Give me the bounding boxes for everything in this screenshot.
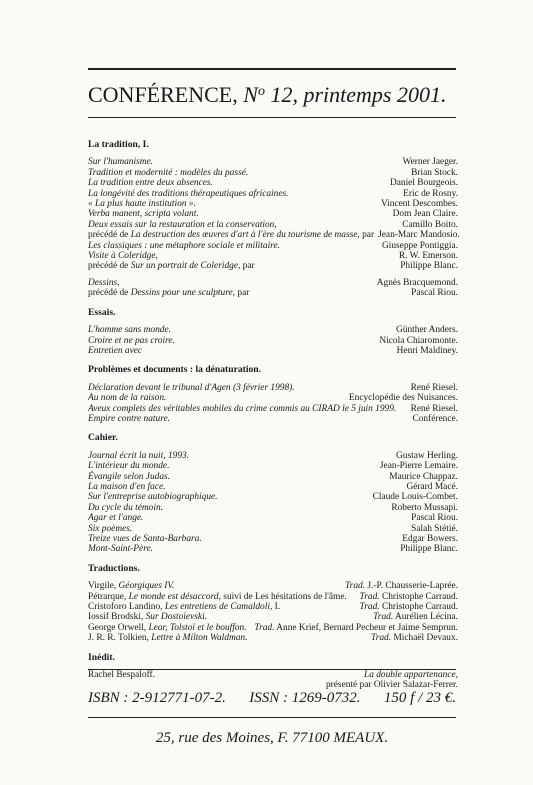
entry-author bbox=[374, 230, 460, 240]
toc-entry bbox=[88, 670, 458, 680]
author-author: Jean-Pierre Lemaire. bbox=[379, 461, 458, 472]
author-author: Brian Stock. bbox=[411, 167, 458, 178]
entry-author bbox=[407, 168, 458, 178]
entry-it: « La plus haute institution ». bbox=[88, 199, 196, 210]
footer-rule-top bbox=[88, 669, 456, 670]
entry-it: Deux essais sur la restauration et la conservation, bbox=[88, 219, 277, 230]
section-title: Problèmes et documents : la dénaturation. bbox=[88, 364, 262, 376]
entry-title bbox=[88, 592, 347, 602]
entry-title bbox=[88, 346, 142, 356]
toc-entry bbox=[88, 492, 458, 502]
entry-pre: précédé de bbox=[88, 261, 131, 272]
toc-entry bbox=[88, 278, 458, 288]
entry-it: Dessins pour une sculpture, bbox=[130, 288, 236, 299]
author-author: Christophe Carraud. bbox=[379, 602, 458, 613]
entry-title bbox=[88, 414, 170, 424]
entry-author bbox=[387, 503, 458, 513]
entry-author bbox=[360, 670, 458, 680]
entry-post: I. bbox=[272, 602, 281, 613]
entry-it: Les classiques : une métaphore sociale et militaire. bbox=[88, 240, 280, 251]
author-author: Claude Louis-Combet. bbox=[372, 492, 458, 503]
author-author: Conférence. bbox=[412, 413, 458, 424]
author-trad: Trad. bbox=[254, 622, 275, 633]
toc-entry bbox=[88, 451, 458, 461]
entry-title bbox=[88, 670, 155, 680]
entry-title bbox=[88, 524, 132, 534]
author-author: Encyclopédie des Nuisances. bbox=[348, 393, 458, 404]
toc-entry bbox=[88, 633, 458, 643]
journal-name: CONFÉRENCE, bbox=[88, 82, 238, 107]
toc-entry bbox=[88, 199, 458, 209]
toc-entry bbox=[88, 534, 458, 544]
toc-entry bbox=[88, 581, 458, 591]
entry-title bbox=[88, 241, 280, 251]
author-author: Philippe Blanc. bbox=[400, 544, 458, 555]
entry-author bbox=[356, 602, 458, 612]
author-author: Agnès Bracquemond. bbox=[376, 277, 458, 288]
author-author: J.-P. Chausserie-Laprée. bbox=[365, 581, 458, 592]
entry-it: Sur un portrait de Coleridge, bbox=[130, 261, 241, 272]
author-trad: Trad. bbox=[359, 602, 380, 613]
entry-pre: Rachel Bespaloff. bbox=[88, 670, 155, 681]
author-author: Anne Krief, Bernard Pecheur et Jaime Semprun. bbox=[274, 622, 458, 633]
entry-title bbox=[88, 157, 153, 167]
entry-it: Lear, Tolstoï et le bouffon. bbox=[148, 622, 247, 633]
entry-author bbox=[389, 209, 458, 219]
section-title: Essais. bbox=[88, 306, 116, 318]
issn: ISSN : 1269-0732. bbox=[249, 690, 361, 706]
toc-entry bbox=[88, 482, 458, 492]
entry-title bbox=[88, 612, 207, 622]
entry-title bbox=[88, 534, 202, 544]
entry-it: Du cycle du témoin. bbox=[88, 502, 163, 513]
isbn: ISBN : 2-912771-07-2. bbox=[88, 690, 226, 706]
toc-entry bbox=[88, 503, 458, 513]
toc-entry bbox=[88, 288, 458, 298]
entry-pre: Iossif Brodski, bbox=[88, 612, 146, 623]
author-author-it: La double appartenance, bbox=[364, 670, 458, 681]
author-author: présenté par Olivier Salazar-Ferrer. bbox=[325, 680, 458, 691]
entry-title bbox=[88, 581, 174, 591]
author-author: Henri Maldiney. bbox=[396, 345, 458, 356]
author-trad: Trad. bbox=[373, 612, 394, 623]
entry-it: Tradition et modernité : modèles du passé. bbox=[88, 167, 249, 178]
entry-pre: Cristoforo Landino, bbox=[88, 602, 165, 613]
entry-title bbox=[88, 278, 120, 288]
entry-it: La tradition entre deux absences. bbox=[88, 178, 213, 189]
entry-it: L'homme sans monde. bbox=[88, 325, 171, 336]
entry-author bbox=[369, 612, 458, 622]
entry-it: Évangile selon Judas. bbox=[88, 471, 171, 482]
section-title: Traductions. bbox=[88, 562, 140, 574]
entry-title bbox=[88, 633, 247, 643]
entry-it: Empire contre nature. bbox=[88, 413, 171, 424]
top-rule bbox=[88, 68, 456, 70]
entry-post: suivi de Les hésitations de l'âme. bbox=[220, 591, 347, 602]
entry-author bbox=[376, 461, 458, 471]
entry-pre: Virgile, bbox=[88, 581, 119, 592]
author-author: Camillo Boito. bbox=[402, 219, 458, 230]
toc-entry bbox=[88, 513, 458, 523]
author-author: Christophe Carraud. bbox=[379, 591, 458, 602]
entry-author bbox=[402, 482, 458, 492]
entry-author bbox=[407, 404, 458, 414]
entry-title bbox=[88, 251, 158, 261]
entry-pre: précédé de bbox=[88, 288, 131, 299]
author-author: Günther Anders. bbox=[396, 325, 458, 336]
author-author: Pascal Riou. bbox=[411, 513, 458, 524]
section-title: Cahier. bbox=[88, 432, 118, 444]
entry-title bbox=[88, 472, 170, 482]
entry-post: par bbox=[240, 261, 255, 272]
entry-author bbox=[407, 524, 458, 534]
entry-author bbox=[398, 220, 458, 230]
entry-it: Journal écrit la nuit, 1993. bbox=[88, 450, 190, 461]
entry-it: Treize vues de Santa-Barbara. bbox=[88, 534, 202, 544]
entry-author bbox=[377, 199, 458, 209]
entry-title bbox=[88, 336, 175, 346]
entry-author bbox=[356, 592, 458, 602]
toc-entry bbox=[88, 168, 458, 178]
entry-title bbox=[88, 544, 153, 554]
toc-entry bbox=[88, 592, 458, 602]
author-author: Pascal Riou. bbox=[411, 288, 458, 299]
entry-author bbox=[341, 581, 458, 591]
entry-title bbox=[88, 230, 374, 240]
entry-post: par bbox=[235, 288, 250, 299]
author-author: Giuseppe Pontiggia. bbox=[381, 240, 458, 251]
entry-author bbox=[385, 472, 458, 482]
author-author: René Riesel. bbox=[410, 403, 458, 414]
entry-title bbox=[88, 220, 277, 230]
author-author: René Riesel. bbox=[410, 382, 458, 393]
publisher-address: 25, rue des Moines, F. 77100 MEAUX. bbox=[155, 730, 389, 746]
entry-title bbox=[88, 199, 196, 209]
entry-author bbox=[399, 157, 458, 167]
entry-it: Au nom de la raison. bbox=[88, 393, 167, 404]
section-title: Inédit. bbox=[88, 651, 115, 663]
entry-it: Croire et ne pas croire. bbox=[88, 335, 175, 346]
entry-post: par bbox=[359, 230, 375, 241]
toc-entry bbox=[88, 544, 458, 554]
footer-identifiers bbox=[88, 689, 456, 707]
entry-it: Déclaration devant le tribunal d'Agen (3 février 1998). bbox=[88, 382, 295, 393]
entry-author bbox=[399, 189, 458, 199]
entry-author bbox=[407, 288, 458, 298]
toc-entry bbox=[88, 393, 458, 403]
author-author: Philippe Blanc. bbox=[400, 261, 458, 272]
entry-author bbox=[392, 451, 458, 461]
author-author: Gérard Macé. bbox=[406, 481, 458, 492]
table-of-contents bbox=[88, 140, 458, 691]
author-author: Maurice Chappaz. bbox=[389, 471, 458, 482]
entry-it: La maison d'en face. bbox=[88, 481, 166, 492]
author-author: Daniel Bourgeois. bbox=[389, 178, 458, 189]
entry-it: Sur l'humanisme. bbox=[88, 157, 154, 168]
section-title: La tradition, I. bbox=[88, 139, 149, 150]
entry-it: Sur l'entreprise autobiographique. bbox=[88, 492, 218, 503]
entry-author bbox=[396, 261, 458, 271]
toc-entry bbox=[88, 189, 458, 199]
journal-title bbox=[88, 79, 456, 108]
author-author: Dom Jean Claire. bbox=[392, 209, 458, 220]
author-author: R. W. Emerson. bbox=[398, 251, 458, 262]
entry-it: Agar et l'ange. bbox=[88, 513, 144, 524]
entry-title bbox=[88, 383, 295, 393]
toc-entry bbox=[88, 261, 458, 271]
entry-author bbox=[367, 633, 458, 643]
entry-it: Aveux complets des véritables mobiles du crime commis au CIRAD le 5 juin 1999. bbox=[88, 403, 397, 414]
entry-it: L'intérieur du monde. bbox=[88, 461, 170, 472]
entry-title bbox=[88, 168, 248, 178]
toc-entry bbox=[88, 336, 458, 346]
toc-entry bbox=[88, 623, 458, 633]
entry-author bbox=[373, 278, 458, 288]
author-author: Eric de Rosny. bbox=[403, 188, 458, 199]
entry-title bbox=[88, 404, 396, 414]
author-author: Michaël Devaux. bbox=[391, 633, 458, 644]
entry-it: La longévité des traditions thérapeutiques africaines. bbox=[88, 188, 289, 199]
entry-it: Entretien avec bbox=[88, 345, 143, 356]
author-author: Edgar Bowers. bbox=[402, 534, 458, 544]
entry-author bbox=[407, 383, 458, 393]
entry-author bbox=[408, 414, 458, 424]
toc-entry bbox=[88, 524, 458, 534]
footer-rule-bottom bbox=[88, 717, 456, 718]
entry-title bbox=[88, 602, 280, 612]
entry-author bbox=[393, 346, 458, 356]
entry-title bbox=[88, 209, 199, 219]
entry-it: Dessins, bbox=[88, 277, 120, 288]
entry-it: Six poèmes. bbox=[88, 523, 133, 534]
entry-it: Visite à Coleridge, bbox=[88, 251, 158, 262]
entry-author bbox=[396, 544, 458, 554]
entry-it: La destruction des œuvres d'art à l'ère du tourisme de masse, bbox=[130, 230, 360, 241]
author-author: Roberto Mussapi. bbox=[391, 502, 458, 513]
entry-author bbox=[392, 325, 458, 335]
author-author: Werner Jaeger. bbox=[402, 157, 458, 168]
header-rule bbox=[88, 117, 456, 118]
toc-entry bbox=[88, 241, 458, 251]
entry-title bbox=[88, 461, 169, 471]
issue-number: $N^o$ 12, printemps 2001. bbox=[243, 82, 447, 107]
entry-author bbox=[398, 534, 458, 544]
toc-entry bbox=[88, 602, 458, 612]
entry-title bbox=[88, 492, 218, 502]
entry-title bbox=[88, 623, 247, 633]
entry-author bbox=[395, 251, 458, 261]
author-author: Aurélien Lécina. bbox=[393, 612, 458, 623]
toc-entry bbox=[88, 346, 458, 356]
toc-entry bbox=[88, 230, 458, 240]
entry-title bbox=[88, 513, 143, 523]
author-author: Vincent Descombes. bbox=[380, 199, 458, 210]
price: 150 f / 23 €. bbox=[383, 690, 456, 706]
toc-entry bbox=[88, 414, 458, 424]
entry-pre: Pétrarque, bbox=[88, 591, 129, 602]
entry-author bbox=[378, 241, 458, 251]
author-author: Salah Stétié. bbox=[411, 523, 458, 534]
author-author: Nicola Chiaromonte. bbox=[379, 335, 458, 346]
author-trad: Trad. bbox=[371, 633, 392, 644]
entry-it: Verba manent, scripta volant. bbox=[88, 209, 199, 220]
entry-author bbox=[345, 393, 458, 403]
toc-entry bbox=[88, 209, 458, 219]
entry-it: Sur Dostoïevski. bbox=[145, 612, 208, 623]
entry-title bbox=[88, 261, 255, 271]
toc-entry bbox=[88, 404, 458, 414]
toc-entry bbox=[88, 178, 458, 188]
entry-title bbox=[88, 503, 163, 513]
entry-author bbox=[369, 492, 458, 502]
entry-title bbox=[88, 482, 166, 492]
author-author: Gustaw Herling. bbox=[396, 450, 458, 461]
entry-title bbox=[88, 178, 213, 188]
author-author: Jean-Marc Mandosio. bbox=[378, 230, 460, 241]
entry-pre: J. R. R. Tolkien, bbox=[88, 633, 152, 644]
entry-author bbox=[386, 178, 458, 188]
toc-entry bbox=[88, 472, 458, 482]
entry-it: Le monde est désaccord, bbox=[128, 591, 221, 602]
toc-entry bbox=[88, 325, 458, 335]
entry-it: Géorgiques IV. bbox=[118, 581, 175, 592]
toc-entry bbox=[88, 220, 458, 230]
entry-title bbox=[88, 189, 289, 199]
author-trad: Trad. bbox=[359, 591, 380, 602]
entry-pre: George Orwell, bbox=[88, 622, 149, 633]
toc-entry bbox=[88, 461, 458, 471]
toc-entry bbox=[88, 157, 458, 167]
entry-title bbox=[88, 288, 249, 298]
toc-entry bbox=[88, 612, 458, 622]
author-trad: Trad. bbox=[344, 581, 366, 592]
entry-title bbox=[88, 451, 189, 461]
entry-pre: précédé de bbox=[88, 230, 131, 241]
entry-it: Mont-Saint-Père. bbox=[88, 544, 153, 555]
entry-it: Lettre à Milton Waldman. bbox=[151, 633, 248, 644]
entry-author bbox=[250, 623, 458, 633]
entry-author bbox=[375, 336, 458, 346]
entry-it: Les entretiens de Camaldoli, bbox=[164, 602, 273, 613]
toc-entry bbox=[88, 383, 458, 393]
entry-author bbox=[407, 513, 458, 523]
entry-title bbox=[88, 325, 171, 335]
entry-title bbox=[88, 393, 166, 403]
toc-entry bbox=[88, 251, 458, 261]
